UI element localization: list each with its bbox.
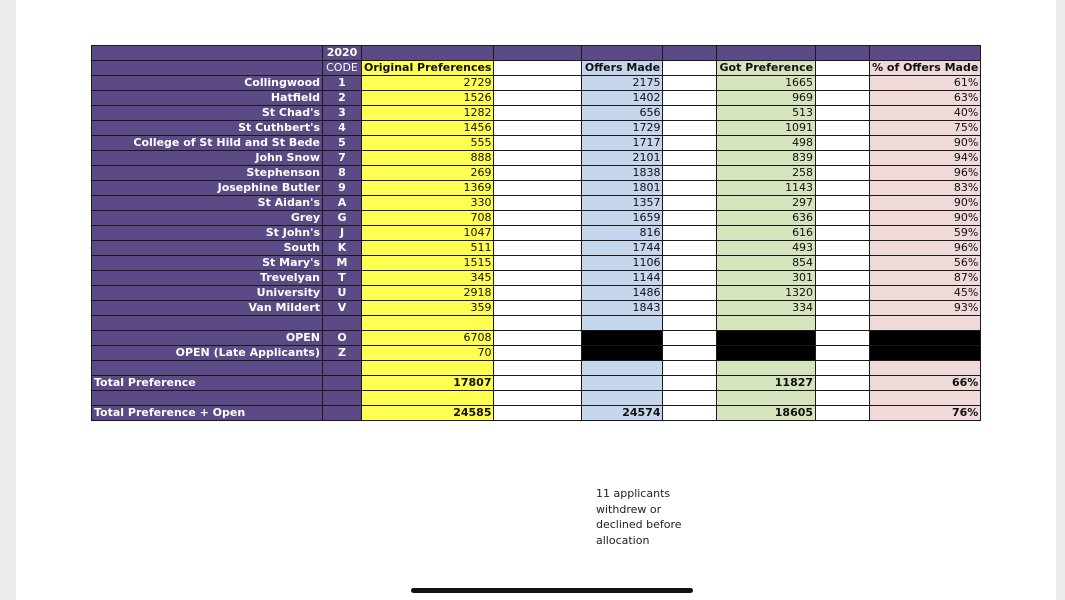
- offers-made-value: 2175: [582, 76, 663, 91]
- spacer-cell: [663, 391, 717, 406]
- header-got-preference: Got Preference: [717, 61, 816, 76]
- header-code: CODE: [323, 61, 362, 76]
- original-preferences-value: 511: [362, 241, 494, 256]
- offers-made-value: 1106: [582, 256, 663, 271]
- total-percent-value: 66%: [870, 376, 981, 391]
- spacer-cell: [816, 196, 870, 211]
- college-name: Collingwood: [92, 76, 323, 91]
- spacer-cell: [816, 91, 870, 106]
- spacer-cell: [494, 211, 582, 226]
- college-row: [92, 136, 981, 151]
- header-percent-offers: % of Offers Made: [870, 61, 981, 76]
- percent-offers-value: 87%: [870, 271, 981, 286]
- redacted-cell: [717, 331, 816, 346]
- blank-row: [92, 391, 981, 406]
- spacer-cell: [494, 271, 582, 286]
- got-preference-value: 493: [717, 241, 816, 256]
- total-open-got-value: 18605: [717, 406, 816, 421]
- college-name: St Cuthbert's: [92, 121, 323, 136]
- spacer-cell: [816, 316, 870, 331]
- got-preference-value: 1665: [717, 76, 816, 91]
- spacer-cell: [663, 346, 717, 361]
- spacer-cell: [663, 91, 717, 106]
- blank-cell: [92, 391, 323, 406]
- blank-cell: [582, 316, 663, 331]
- offers-made-value: 1801: [582, 181, 663, 196]
- blank-row: [92, 316, 981, 331]
- spacer-cell: [663, 226, 717, 241]
- home-indicator: [411, 588, 693, 593]
- blank-cell: [870, 316, 981, 331]
- got-preference-value: 616: [717, 226, 816, 241]
- college-code: G: [323, 211, 362, 226]
- college-code: 3: [323, 106, 362, 121]
- offers-made-value: 1729: [582, 121, 663, 136]
- spacer-cell: [494, 391, 582, 406]
- college-name: College of St Hild and St Bede: [92, 136, 323, 151]
- spacer-cell: [816, 271, 870, 286]
- percent-offers-value: 90%: [870, 211, 981, 226]
- blank-cell: [717, 391, 816, 406]
- spacer-cell: [494, 166, 582, 181]
- spacer-cell: [494, 241, 582, 256]
- original-preferences-value: 1456: [362, 121, 494, 136]
- header-blank-cell: [870, 46, 981, 61]
- percent-offers-value: 96%: [870, 166, 981, 181]
- college-name: South: [92, 241, 323, 256]
- got-preference-value: 969: [717, 91, 816, 106]
- college-row: [92, 271, 981, 286]
- offers-made-value: 1843: [582, 301, 663, 316]
- offers-made-value: 816: [582, 226, 663, 241]
- offers-made-value: 1402: [582, 91, 663, 106]
- total-preference-label: Total Preference: [92, 376, 323, 391]
- spacer-cell: [663, 256, 717, 271]
- got-preference-value: 839: [717, 151, 816, 166]
- spacer-cell: [663, 241, 717, 256]
- got-preference-value: 258: [717, 166, 816, 181]
- college-code: 8: [323, 166, 362, 181]
- spacer-cell: [494, 181, 582, 196]
- spacer-cell: [494, 331, 582, 346]
- college-name: University: [92, 286, 323, 301]
- offers-made-value: 1144: [582, 271, 663, 286]
- spacer-cell: [816, 391, 870, 406]
- spacer-cell: [663, 106, 717, 121]
- blank-row: [92, 361, 981, 376]
- spacer-cell: [816, 331, 870, 346]
- spacer-cell: [816, 61, 870, 76]
- spacer-cell: [494, 121, 582, 136]
- original-preferences-value: 2729: [362, 76, 494, 91]
- blank-cell: [362, 391, 494, 406]
- header-blank-cell: [494, 46, 582, 61]
- spacer-cell: [816, 256, 870, 271]
- spacer-cell: [816, 121, 870, 136]
- spacer-cell: [494, 376, 582, 391]
- spacer-cell: [494, 226, 582, 241]
- header-original-preferences: Original Preferences: [362, 61, 494, 76]
- original-preferences-value: 1047: [362, 226, 494, 241]
- got-preference-value: 1320: [717, 286, 816, 301]
- college-row: [92, 256, 981, 271]
- spacer-cell: [663, 211, 717, 226]
- blank-cell: [92, 361, 323, 376]
- got-preference-value: 301: [717, 271, 816, 286]
- percent-offers-value: 75%: [870, 121, 981, 136]
- blank-cell: [323, 376, 362, 391]
- preferences-table: [91, 45, 981, 421]
- original-preferences-value: 6708: [362, 331, 494, 346]
- redacted-cell: [870, 346, 981, 361]
- original-preferences-value: 1526: [362, 91, 494, 106]
- got-preference-value: 1091: [717, 121, 816, 136]
- header-blank-cell: [92, 46, 323, 61]
- college-name: St Chad's: [92, 106, 323, 121]
- percent-offers-value: 96%: [870, 241, 981, 256]
- original-preferences-value: 269: [362, 166, 494, 181]
- college-name: Stephenson: [92, 166, 323, 181]
- table-body: [92, 46, 981, 421]
- spacer-cell: [816, 406, 870, 421]
- original-preferences-value: 330: [362, 196, 494, 211]
- got-preference-value: 513: [717, 106, 816, 121]
- spacer-cell: [663, 181, 717, 196]
- percent-offers-value: 63%: [870, 91, 981, 106]
- spacer-cell: [663, 376, 717, 391]
- percent-offers-value: 94%: [870, 151, 981, 166]
- total-open-percent-value: 76%: [870, 406, 981, 421]
- offers-made-value: 1717: [582, 136, 663, 151]
- spacer-cell: [663, 151, 717, 166]
- college-row: [92, 76, 981, 91]
- blank-cell: [717, 316, 816, 331]
- total-open-original-value: 24585: [362, 406, 494, 421]
- redacted-cell: [870, 331, 981, 346]
- spacer-cell: [494, 61, 582, 76]
- college-row: [92, 181, 981, 196]
- college-row: [92, 301, 981, 316]
- total-preference-row: [92, 376, 981, 391]
- got-preference-value: 636: [717, 211, 816, 226]
- header-blank-cell: [816, 46, 870, 61]
- original-preferences-value: 1515: [362, 256, 494, 271]
- header-blank-cell: [362, 46, 494, 61]
- offers-made-value: 1838: [582, 166, 663, 181]
- offers-made-value: 1486: [582, 286, 663, 301]
- spacer-cell: [494, 76, 582, 91]
- original-preferences-value: 2918: [362, 286, 494, 301]
- spacer-cell: [494, 316, 582, 331]
- college-name: St John's: [92, 226, 323, 241]
- percent-offers-value: 59%: [870, 226, 981, 241]
- open-code: O: [323, 331, 362, 346]
- document-page: [16, 0, 1056, 600]
- college-code: T: [323, 271, 362, 286]
- spacer-cell: [663, 61, 717, 76]
- spacer-cell: [663, 136, 717, 151]
- spacer-cell: [663, 286, 717, 301]
- spacer-cell: [816, 151, 870, 166]
- header-row: [92, 61, 981, 76]
- spacer-cell: [816, 166, 870, 181]
- blank-cell: [323, 361, 362, 376]
- college-name: St Aidan's: [92, 196, 323, 211]
- header-blank-cell: [582, 46, 663, 61]
- college-row: [92, 226, 981, 241]
- original-preferences-value: 1282: [362, 106, 494, 121]
- original-preferences-value: 345: [362, 271, 494, 286]
- spacer-cell: [494, 286, 582, 301]
- spacer-cell: [816, 241, 870, 256]
- got-preference-value: 334: [717, 301, 816, 316]
- spacer-cell: [816, 136, 870, 151]
- spacer-cell: [816, 106, 870, 121]
- spacer-cell: [663, 166, 717, 181]
- college-name: St Mary's: [92, 256, 323, 271]
- college-name: Trevelyan: [92, 271, 323, 286]
- college-row: [92, 91, 981, 106]
- college-code: 1: [323, 76, 362, 91]
- open-name: OPEN: [92, 331, 323, 346]
- percent-offers-value: 90%: [870, 136, 981, 151]
- spacer-cell: [663, 301, 717, 316]
- blank-cell: [582, 391, 663, 406]
- spacer-cell: [494, 151, 582, 166]
- original-preferences-value: 708: [362, 211, 494, 226]
- offers-made-value: 1744: [582, 241, 663, 256]
- spacer-cell: [494, 301, 582, 316]
- college-code: M: [323, 256, 362, 271]
- college-code: K: [323, 241, 362, 256]
- spacer-cell: [816, 211, 870, 226]
- header-year: 2020: [323, 46, 362, 61]
- percent-offers-value: 40%: [870, 106, 981, 121]
- spacer-cell: [816, 301, 870, 316]
- total-preference-open-row: [92, 406, 981, 421]
- college-row: [92, 286, 981, 301]
- college-code: U: [323, 286, 362, 301]
- offers-made-value: 656: [582, 106, 663, 121]
- spacer-cell: [494, 91, 582, 106]
- blank-cell: [323, 406, 362, 421]
- blank-cell: [870, 391, 981, 406]
- got-preference-value: 854: [717, 256, 816, 271]
- open-code: Z: [323, 346, 362, 361]
- blank-cell: [870, 361, 981, 376]
- redacted-cell: [582, 331, 663, 346]
- spacer-cell: [663, 271, 717, 286]
- blank-cell: [92, 316, 323, 331]
- percent-offers-value: 45%: [870, 286, 981, 301]
- college-code: 4: [323, 121, 362, 136]
- college-code: 2: [323, 91, 362, 106]
- spacer-cell: [494, 361, 582, 376]
- spacer-cell: [663, 121, 717, 136]
- spacer-cell: [494, 346, 582, 361]
- college-row: [92, 211, 981, 226]
- college-row: [92, 241, 981, 256]
- college-name: Grey: [92, 211, 323, 226]
- spacer-cell: [816, 376, 870, 391]
- college-code: V: [323, 301, 362, 316]
- got-preference-value: 498: [717, 136, 816, 151]
- college-row: [92, 151, 981, 166]
- offers-made-value: 2101: [582, 151, 663, 166]
- total-preference-open-label: Total Preference + Open: [92, 406, 323, 421]
- spacer-cell: [816, 286, 870, 301]
- offers-made-value: 1659: [582, 211, 663, 226]
- spacer-cell: [816, 181, 870, 196]
- college-code: 5: [323, 136, 362, 151]
- got-preference-value: 1143: [717, 181, 816, 196]
- spacer-cell: [816, 226, 870, 241]
- original-preferences-value: 555: [362, 136, 494, 151]
- spacer-cell: [816, 346, 870, 361]
- spacer-cell: [663, 316, 717, 331]
- percent-offers-value: 93%: [870, 301, 981, 316]
- percent-offers-value: 90%: [870, 196, 981, 211]
- spacer-cell: [494, 106, 582, 121]
- got-preference-value: 297: [717, 196, 816, 211]
- original-preferences-value: 888: [362, 151, 494, 166]
- total-original-value: 17807: [362, 376, 494, 391]
- blank-cell: [323, 316, 362, 331]
- spacer-cell: [663, 361, 717, 376]
- header-blank-cell: [663, 46, 717, 61]
- redacted-cell: [717, 346, 816, 361]
- blank-cell: [362, 361, 494, 376]
- college-code: 9: [323, 181, 362, 196]
- offers-made-value: 1357: [582, 196, 663, 211]
- blank-cell: [323, 391, 362, 406]
- percent-offers-value: 83%: [870, 181, 981, 196]
- college-code: 7: [323, 151, 362, 166]
- original-preferences-value: 1369: [362, 181, 494, 196]
- open-row: [92, 346, 981, 361]
- spacer-cell: [494, 406, 582, 421]
- college-code: A: [323, 196, 362, 211]
- spacer-cell: [816, 76, 870, 91]
- blank-cell: [362, 316, 494, 331]
- spacer-cell: [663, 406, 717, 421]
- open-name: OPEN (Late Applicants): [92, 346, 323, 361]
- spacer-cell: [663, 331, 717, 346]
- withdrawal-note: 11 applicants withdrew or declined before allocation: [596, 487, 682, 547]
- percent-offers-value: 61%: [870, 76, 981, 91]
- spacer-cell: [494, 196, 582, 211]
- spacer-cell: [494, 256, 582, 271]
- header-blank-cell: [717, 46, 816, 61]
- blank-cell: [717, 361, 816, 376]
- college-name: Van Mildert: [92, 301, 323, 316]
- total-open-offers-value: 24574: [582, 406, 663, 421]
- original-preferences-value: 359: [362, 301, 494, 316]
- college-row: [92, 106, 981, 121]
- college-name: John Snow: [92, 151, 323, 166]
- college-row: [92, 121, 981, 136]
- college-row: [92, 196, 981, 211]
- original-preferences-value: 70: [362, 346, 494, 361]
- total-got-value: 11827: [717, 376, 816, 391]
- spacer-cell: [663, 76, 717, 91]
- spacer-cell: [494, 136, 582, 151]
- header-row-year: [92, 46, 981, 61]
- blank-cell: [582, 376, 663, 391]
- college-name: Hatfield: [92, 91, 323, 106]
- college-row: [92, 166, 981, 181]
- college-code: J: [323, 226, 362, 241]
- open-row: [92, 331, 981, 346]
- spacer-cell: [816, 361, 870, 376]
- redacted-cell: [582, 346, 663, 361]
- percent-offers-value: 56%: [870, 256, 981, 271]
- college-name: Josephine Butler: [92, 181, 323, 196]
- header-offers-made: Offers Made: [582, 61, 663, 76]
- spacer-cell: [663, 196, 717, 211]
- header-blank-cell: [92, 61, 323, 76]
- blank-cell: [582, 361, 663, 376]
